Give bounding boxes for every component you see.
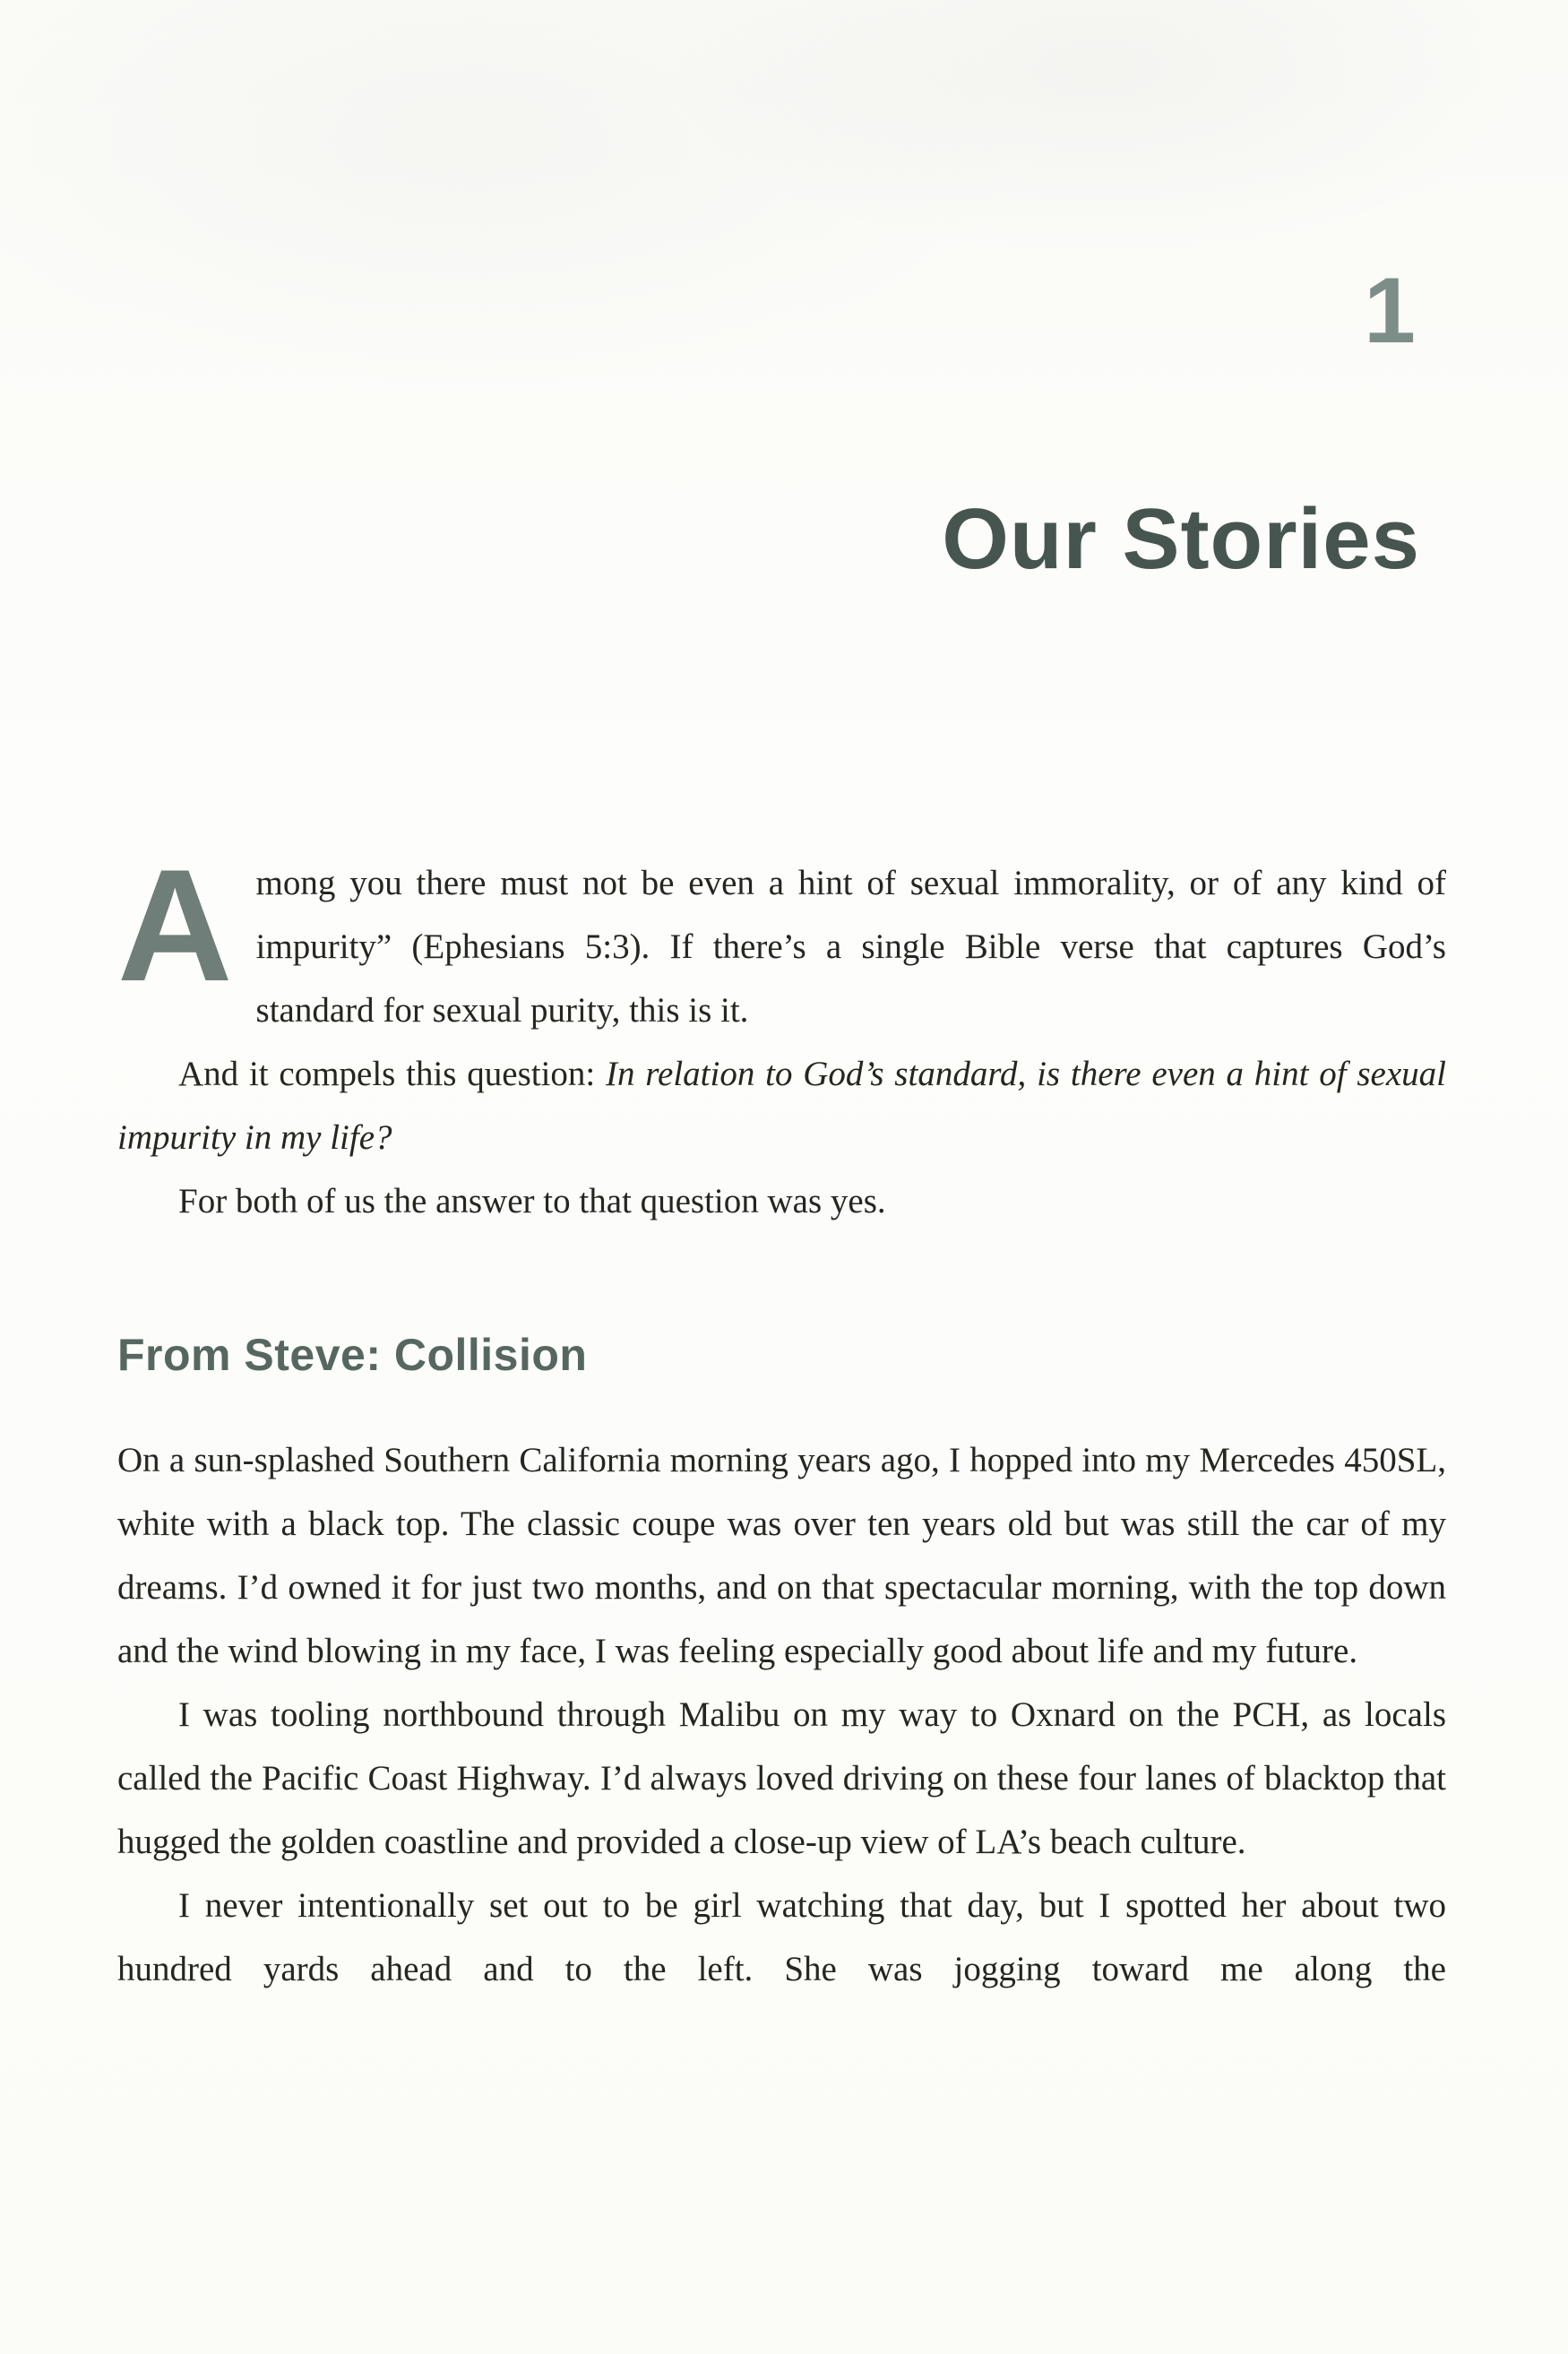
chapter-title: Our Stories: [942, 491, 1420, 587]
chapter-number: 1: [1364, 259, 1416, 363]
question-italic: In relation to God’s standard, is there even a hint of sexual impurity in my life?: [117, 1055, 1446, 1157]
answer-paragraph: For both of us the answer to that question was yes.: [178, 1182, 886, 1220]
question-paragraph: [117, 1042, 1446, 1169]
section-paragraph: On a sun-splashed Southern California morning years ago, I hopped into my Mercedes 450SL, white with a black top. The classic coupe was over ten years old but was still the car of my dreams. I’d owned it for just two months, and on that spectacular morning, with the top down and the wind blowing in my face, I was feeling especially good about life and my future.: [117, 1441, 1446, 1670]
body-text: [0, 836, 1568, 2001]
section-heading: From Steve: Collision: [117, 1330, 588, 1380]
drop-cap: A: [117, 836, 233, 1014]
section-paragraph: I never intentionally set out to be girl watching that day, but I spotted her about two hundred yards ahead and to the left. She was jogging toward me along the: [117, 1886, 1446, 1988]
opening-paragraph-text: mong you there must not be even a hint of sexual immorality, or of any kind of impurity” (Ephesians 5:3). If there’s a single Bible verse that captures God’s standard for sexual purity, this is it.: [255, 864, 1446, 1030]
opening-paragraph: [117, 836, 1446, 1042]
question-lead: And it compels this question:: [178, 1055, 607, 1093]
section-paragraph: I was tooling northbound through Malibu on my way to Oxnard on the PCH, as locals called the Pacific Coast Highway. I’d always loved driving on these four lanes of blacktop that hugged the golden coastline and provided a close-up view of LA’s beach culture.: [117, 1695, 1446, 1861]
